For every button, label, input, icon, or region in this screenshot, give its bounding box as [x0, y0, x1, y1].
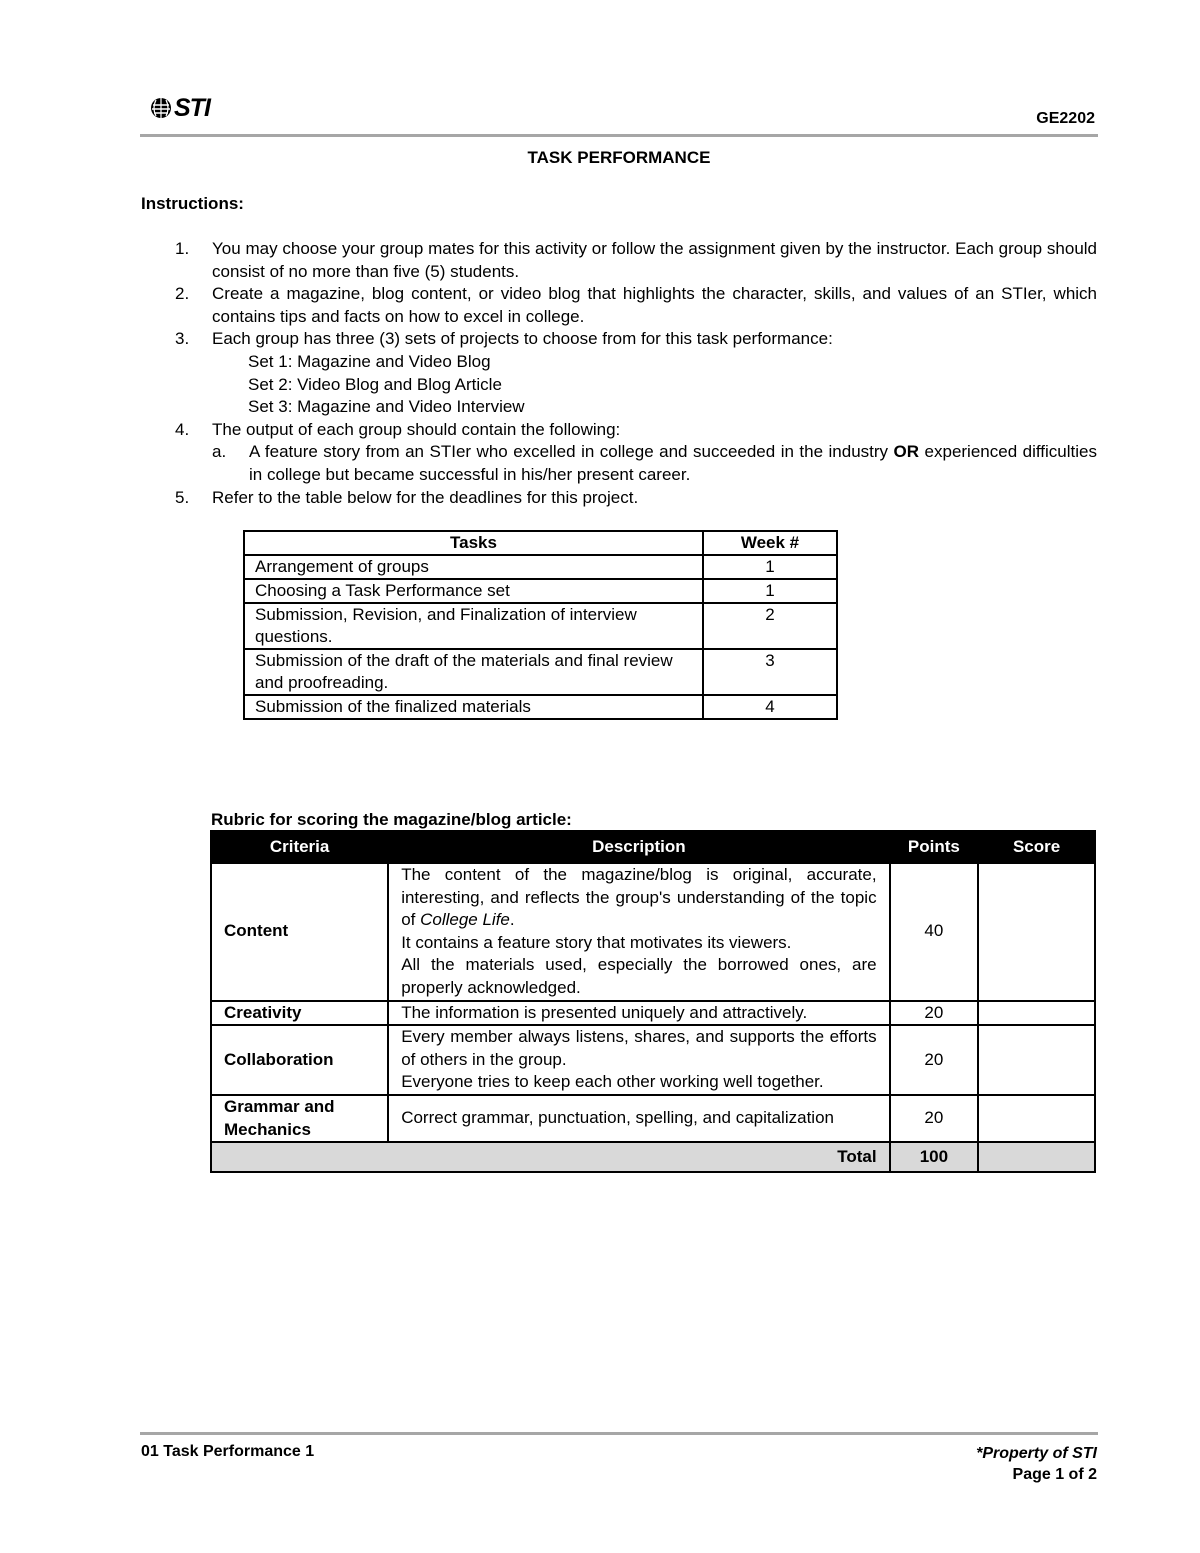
globe-icon: [150, 97, 172, 119]
points-cell: 20: [890, 1095, 979, 1142]
logo-text: STI: [174, 93, 210, 122]
score-cell[interactable]: [978, 863, 1095, 1001]
output-item: a. A feature story from an STIer who excelled in college and succeeded in the industry OR experienced difficulties in college but became successful in his/her present career.: [212, 442, 1097, 484]
list-item: 2. Create a magazine, blog content, or video blog that highlights the character, skills, and values of an STIer, which contains tips and facts on how to excel in college.: [175, 284, 1097, 326]
points-cell: 20: [890, 1001, 979, 1026]
week-cell: 2: [703, 603, 837, 649]
deadlines-table: [243, 530, 838, 720]
total-score: [978, 1142, 1095, 1172]
instructions-label: Instructions:: [141, 194, 244, 213]
page-number: Page 1 of 2: [1012, 1466, 1097, 1483]
task-cell: Arrangement of groups: [244, 555, 703, 579]
column-header: Points: [890, 831, 979, 863]
column-header: Tasks: [244, 531, 703, 555]
score-cell[interactable]: [978, 1095, 1095, 1142]
list-item: 4. The output of each group should contain the following: a. A feature story from an STIer who excelled in college and succeeded in the industry OR experienced difficulties in college but became successful in his/her present career.: [175, 419, 1097, 487]
footer-module: 01 Task Performance 1: [141, 1443, 315, 1460]
list-item: 5. Refer to the table below for the deadlines for this project.: [175, 487, 639, 507]
table-row: [244, 695, 837, 719]
set-item: Set 1: Magazine and Video Blog: [248, 351, 491, 371]
task-cell: Submission, Revision, and Finalization of interview questions.: [244, 603, 703, 649]
total-label: Total: [211, 1142, 890, 1172]
table-row: [244, 603, 837, 649]
table-row: [244, 555, 837, 579]
column-header: Score: [978, 831, 1095, 863]
sti-logo: [150, 94, 210, 122]
page-title: TASK PERFORMANCE: [527, 148, 711, 167]
description-cell: The information is presented uniquely and attractively.: [388, 1001, 889, 1026]
column-header: Criteria: [211, 831, 388, 863]
table-row: [211, 1001, 1095, 1026]
header-rule: [140, 134, 1098, 137]
table-row: [244, 649, 837, 695]
week-cell: 1: [703, 579, 837, 603]
property-note: *Property of STI: [976, 1445, 1097, 1462]
description-cell: The content of the magazine/blog is original, accurate, interesting, and reflects the group's understanding of the topic of College Life. It contains a feature story that motivates its viewers. All the materials used, especially the borrowed ones, are properly acknowledged.: [388, 863, 889, 1001]
column-header: Week #: [703, 531, 837, 555]
week-cell: 4: [703, 695, 837, 719]
score-cell[interactable]: [978, 1025, 1095, 1095]
rubric-label: Rubric for scoring the magazine/blog article:: [211, 810, 572, 829]
column-header: Description: [388, 831, 889, 863]
criteria-cell: Creativity: [211, 1001, 388, 1026]
footer-right: [976, 1443, 1097, 1485]
instructions-list: [175, 238, 1097, 509]
points-cell: 20: [890, 1025, 979, 1095]
total-row: [211, 1142, 1095, 1172]
rubric-table: [210, 830, 1096, 1173]
table-header-row: [244, 531, 837, 555]
score-cell[interactable]: [978, 1001, 1095, 1026]
criteria-cell: Collaboration: [211, 1025, 388, 1095]
points-cell: 40: [890, 863, 979, 1001]
table-row: [211, 863, 1095, 1001]
description-cell: Correct grammar, punctuation, spelling, and capitalization: [388, 1095, 889, 1142]
criteria-cell: Content: [211, 863, 388, 1001]
criteria-cell: Grammar and Mechanics: [211, 1095, 388, 1142]
task-cell: Submission of the finalized materials: [244, 695, 703, 719]
task-cell: Submission of the draft of the materials and final review and proofreading.: [244, 649, 703, 695]
list-item: 1. You may choose your group mates for this activity or follow the assignment given by the instructor. Each group should consist of no more than five (5) students.: [175, 239, 1097, 281]
footer-rule: [140, 1432, 1098, 1435]
list-item: 3. Each group has three (3) sets of projects to choose from for this task performance: Set 1: Magazine and Video Blog Set 2: Video Blog and Blog Article Set 3: Magazine and Video Interview: [175, 328, 1097, 418]
set-item: Set 2: Video Blog and Blog Article: [248, 374, 502, 394]
task-cell: Choosing a Task Performance set: [244, 579, 703, 603]
table-row: [211, 1025, 1095, 1095]
table-row: [211, 1095, 1095, 1142]
sets-list: [212, 351, 1097, 419]
week-cell: 3: [703, 649, 837, 695]
total-points: 100: [890, 1142, 979, 1172]
set-item: Set 3: Magazine and Video Interview: [248, 397, 525, 417]
description-cell: Every member always listens, shares, and supports the efforts of others in the group. Everyone tries to keep each other working well together.: [388, 1025, 889, 1095]
course-code: GE2202: [1036, 110, 1095, 127]
week-cell: 1: [703, 555, 837, 579]
table-header-row: [211, 831, 1095, 863]
table-row: [244, 579, 837, 603]
